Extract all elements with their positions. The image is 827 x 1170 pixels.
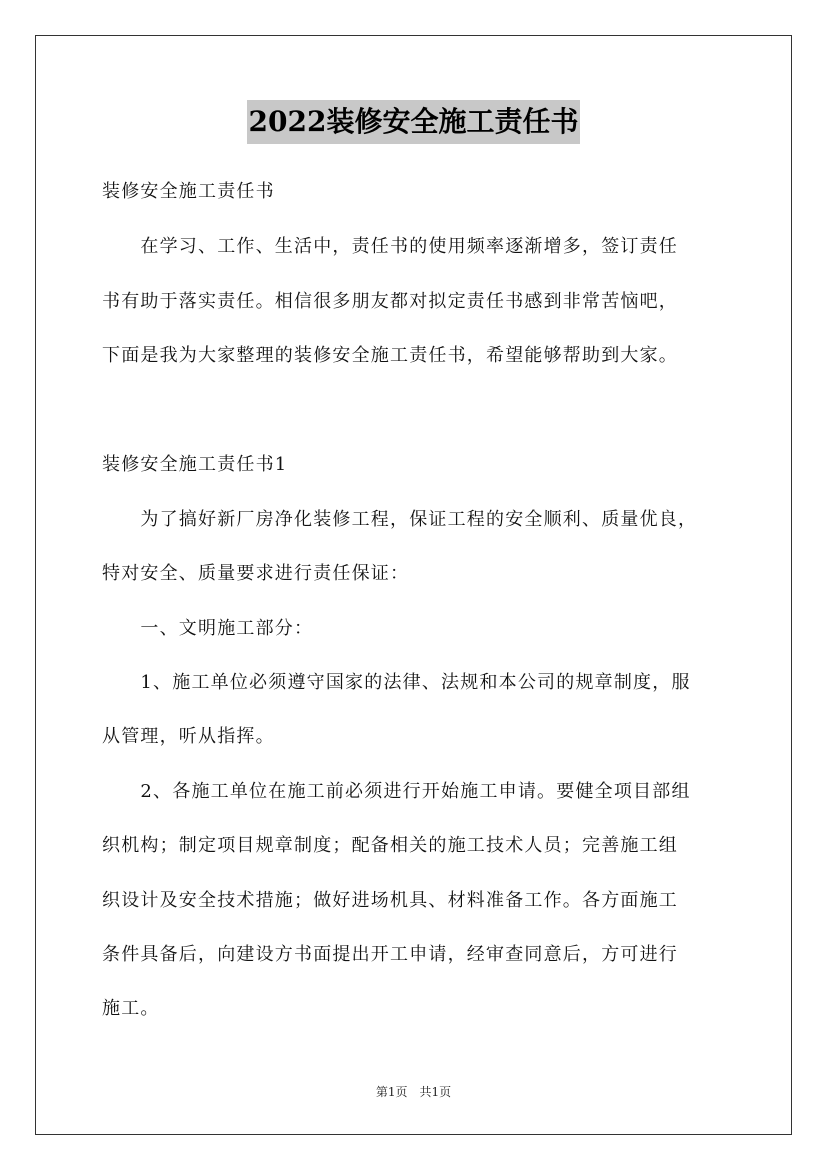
paragraph-line: 书有助于落实责任。相信很多朋友都对拟定责任书感到非常苦恼吧，	[102, 291, 678, 312]
document-title: 2022装修安全施工责任书	[247, 100, 581, 144]
paragraph-line: 2、各施工单位在施工前必须进行开始施工申请。要健全项目部组	[102, 781, 691, 802]
paragraph-line: 下面是我为大家整理的装修安全施工责任书，希望能够帮助到大家。	[102, 345, 678, 366]
paragraph-line: 织机构；制定项目规章制度；配备相关的施工技术人员；完善施工组	[102, 835, 678, 856]
paragraph-line: 1、施工单位必须遵守国家的法律、法规和本公司的规章制度，服	[102, 672, 691, 693]
paragraph-line: 在学习、工作、生活中，责任书的使用频率逐渐增多，签订责任	[102, 236, 678, 257]
paragraph-line: 施工。	[102, 998, 160, 1019]
section-heading: 装修安全施工责任书1	[102, 454, 288, 475]
paragraph-line: 一、文明施工部分：	[102, 618, 314, 639]
title-wrap	[0, 100, 827, 144]
section-heading: 装修安全施工责任书	[102, 181, 275, 202]
paragraph-line: 织设计及安全技术措施；做好进场机具、材料准备工作。各方面施工	[102, 890, 678, 911]
paragraph-line: 为了搞好新厂房净化装修工程，保证工程的安全顺利、质量优良，	[102, 509, 698, 530]
paragraph-line: 从管理，听从指挥。	[102, 726, 275, 747]
page-footer: 第1页 共1页	[375, 1085, 452, 1099]
paragraph-line: 条件具备后，向建设方书面提出开工申请，经审查同意后，方可进行	[102, 944, 678, 965]
paragraph-line: 特对安全、质量要求进行责任保证：	[102, 563, 410, 584]
